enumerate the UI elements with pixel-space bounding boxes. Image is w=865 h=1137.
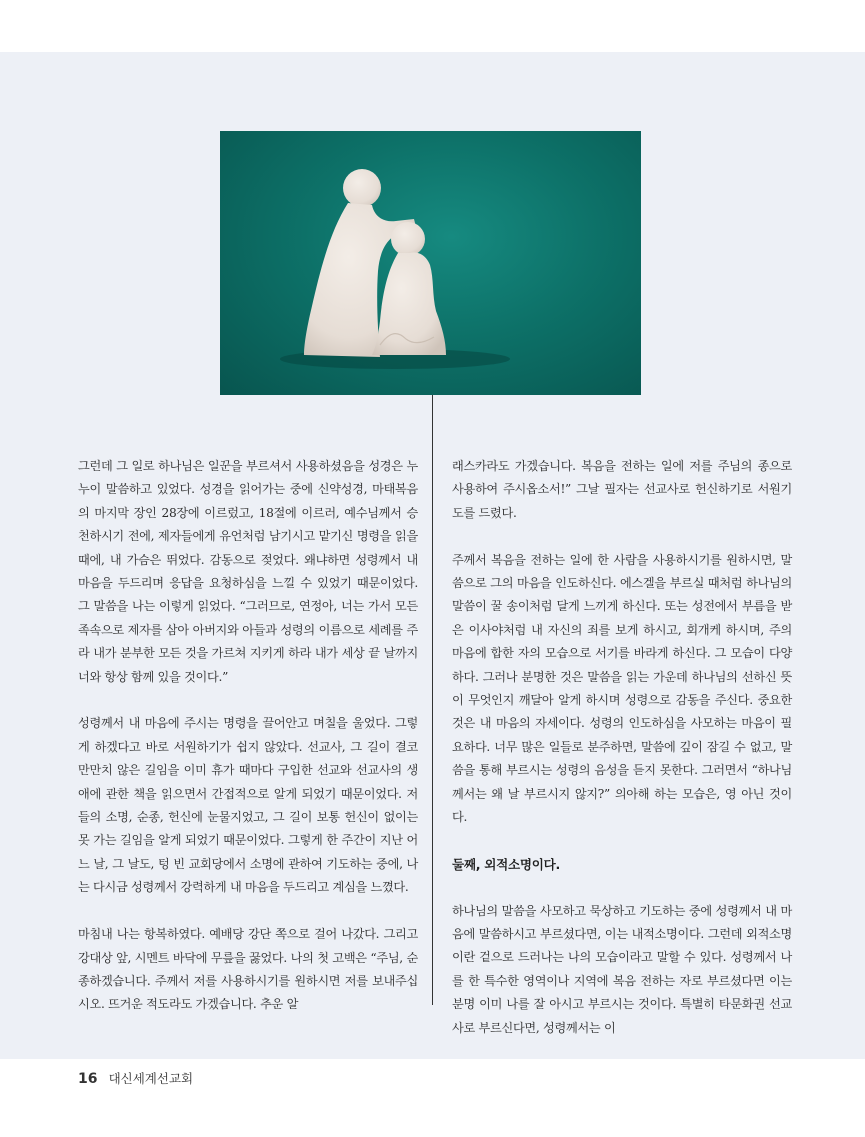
section-heading: 둘째, 외적소명이다. [452,856,560,872]
page-number: 16 [78,1071,98,1087]
paragraph: 마침내 나는 항복하였다. 예배당 강단 쪽으로 걸어 나갔다. 그리고 강대상 앞, 시멘트 바닥에 무릎을 꿇었다. 나의 첫 고백은 “주님, 순종하겠습니다. 주께서 저를 사용하시기를 원하시면 저를 보내주십시오. 뜨거운 적도라도 가겠습니다. 추운 알 [78,927,418,1012]
statue-icon [220,131,641,395]
publication-name: 대신세계선교회 [108,1071,194,1086]
column-divider [432,395,433,1005]
paragraph: 주께서 복음을 전하는 일에 한 사람을 사용하시기를 원하시면, 말씀으로 그의 마음을 인도하신다. 에스겔을 부르실 때처럼 하나님의 말씀이 꿀 송이처럼 달게 느끼게 하신다. 또는 성전에서 부름을 받은 이사야처럼 내 자신의 죄를 보게 하시고, 회개케 하시며, 주의 마음에 합한 자의 모습으로 서기를 바라게 하신다. 그 모습이 다양하다. 그러나 분명한 것은 말씀을 읽는 가운데 하나님의 선하신 뜻이 무엇인지 깨달아 알게 하시며 성령으로 감동을 주신다. 중요한 것은 내 마음의 자세이다. 성령의 인도하심을 사모하는 마음이 필요하다. 너무 많은 일들로 분주하면, 말씀에 깊이 잠길 수 없고, 말씀을 통해 부르시는 성령의 음성을 듣지 못한다. 그러면서 “하나님께서는 왜 날 부르시지 않지?” 의아해 하는 모습은, 영 아닌 것이다. [452,552,792,825]
paragraph: 래스카라도 가겠습니다. 복음을 전하는 일에 저를 주님의 종으로 사용하여 주시옵소서!” 그날 필자는 선교사로 헌신하기로 서원기도를 드렸다. [452,459,792,520]
page-footer [78,1068,193,1087]
sculpture-photo [220,131,641,395]
left-column [78,455,418,1040]
paragraph: 성령께서 내 마음에 주시는 명령을 끌어안고 며칠을 울었다. 그렇게 하겠다고 바로 서원하기가 쉽지 않았다. 선교사, 그 길이 결코 만만치 않은 길임을 이미 휴가 때마다 구입한 선교와 선교사의 생애에 관한 책을 읽으면서 간접적으로 알게 되었기 때문이었다. 저들의 소명, 순종, 헌신에 눈물지었고, 그 길이 보통 헌신이 없이는 못 가는 길임을 알게 되었기 때문이었다. 그렇게 한 주간이 지난 어느 날, 그 날도, 텅 빈 교회당에서 소명에 관하여 기도하는 중에, 나는 다시금 성령께서 강력하게 내 마음을 두드리고 계심을 느꼈다. [78,716,418,895]
right-column [452,455,792,1064]
paragraph: 그런데 그 일로 하나님은 일꾼을 부르셔서 사용하셨음을 성경은 누누이 말씀하고 있었다. 성경을 읽어가는 중에 신약성경, 마태복음의 마지막 장인 28장에 이르렀고, 18절에 이르러, 예수님께서 승천하시기 전에, 제자들에게 유언처럼 남기시고 맡기신 명령을 읽을 때에, 내 가슴은 뛰었다. 감동으로 젖었다. 왜냐하면 성령께서 내 마음을 두드리며 응답을 요청하심을 느낄 수 있었기 때문이었다. 그 말씀을 나는 이렇게 읽었다. “그러므로, 연정아, 너는 가서 모든 족속으로 제자를 삼아 아버지와 아들과 성령의 이름으로 세례를 주라 내가 분부한 모든 것을 가르쳐 지키게 하라 내가 세상 끝 날까지 너와 항상 함께 있을 것이다.” [78,459,418,684]
paragraph: 하나님의 말씀을 사모하고 묵상하고 기도하는 중에 성령께서 내 마음에 말씀하시고 부르셨다면, 이는 내적소명이다. 그런데 외적소명이란 겉으로 드러나는 나의 모습이라고 말할 수 있다. 성령께서 나를 한 특수한 영역이나 지역에 복음 전하는 자로 부르셨다면 이는 분명 이미 나를 잘 아시고 부르시는 것이다. 특별히 타문화권 선교사로 부르신다면, 성령께서는 이 [452,903,792,1035]
